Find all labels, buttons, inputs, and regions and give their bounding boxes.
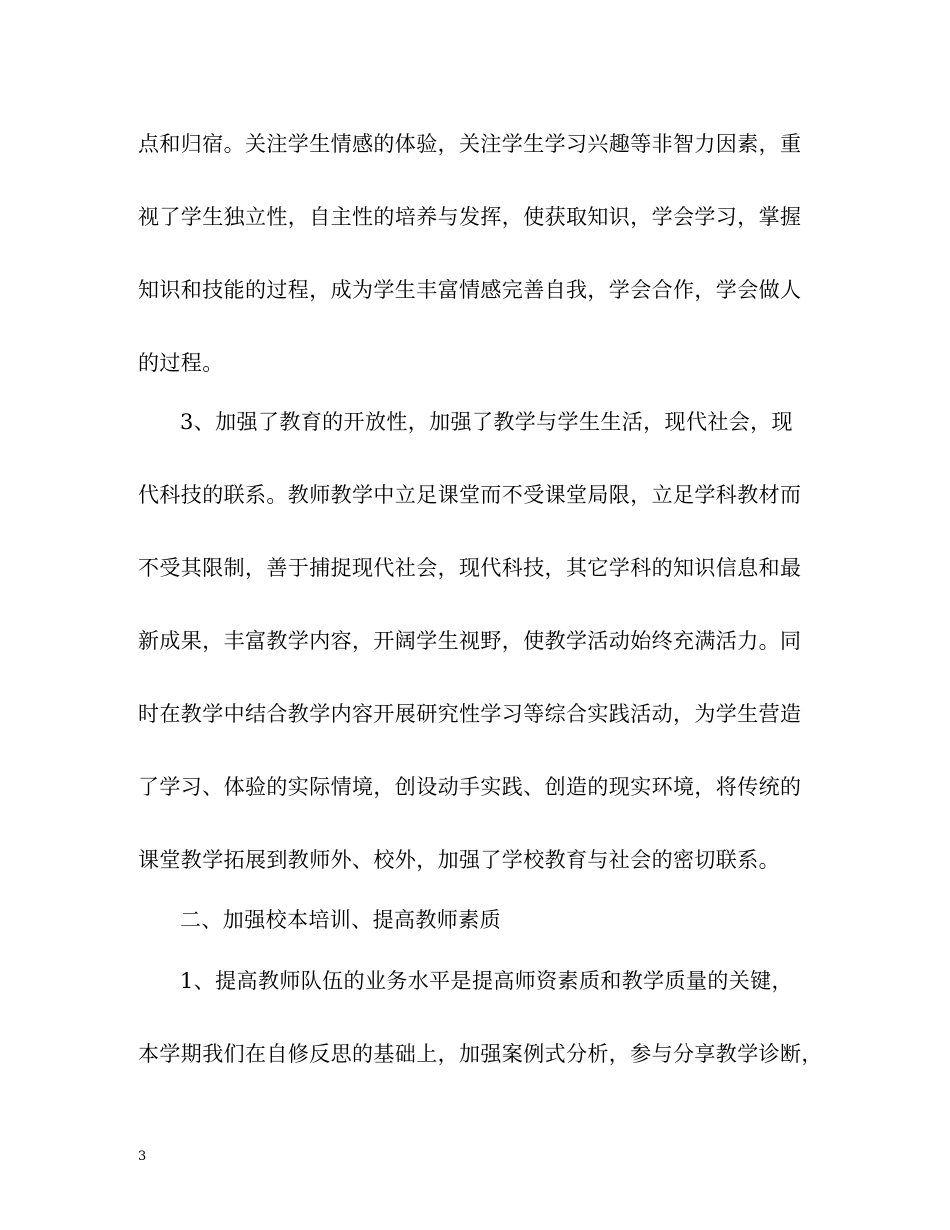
text-line: 知识和技能的过程，成为学生丰富情感完善自我，学会合作，学会做人 (138, 278, 802, 302)
section-item-1: 1、提高教师队伍的业务水平是提高师资素质和教学质量的关键， (180, 969, 793, 993)
text-line: 课堂教学拓展到教师外、校外，加强了学校教育与社会的密切联系。 (138, 848, 780, 872)
section-item-3: 3、加强了教育的开放性，加强了教学与学生生活，现代社会，现 (180, 410, 793, 434)
text-line: 本学期我们在自修反思的基础上，加强案例式分析，参与分享教学诊断， (138, 1042, 823, 1066)
text-line: 时在教学中结合教学内容开展研究性学习等综合实践活动，为学生营造 (138, 702, 802, 726)
page-number: 3 (138, 1149, 147, 1164)
text-line: 点和归宿。关注学生情感的体验，关注学生学习兴趣等非智力因素，重 (138, 132, 802, 156)
text-line: 代科技的联系。教师教学中立足课堂而不受课堂局限，立足学科教材而 (138, 483, 802, 507)
text-line: 视了学生独立性，自主性的培养与发挥，使获取知识，学会学习，掌握 (138, 205, 802, 229)
text-line: 新成果，丰富教学内容，开阔学生视野，使教学活动始终充满活力。同 (138, 629, 802, 653)
section-heading: 二、加强校本培训、提高教师素质 (180, 908, 501, 932)
text-line: 的过程。 (138, 351, 224, 375)
text-line: 不受其限制，善于捕捉现代社会，现代科技，其它学科的知识信息和最 (138, 556, 802, 580)
text-line: 了学习、体验的实际情境，创设动手实践、创造的现实环境，将传统的 (138, 775, 802, 799)
